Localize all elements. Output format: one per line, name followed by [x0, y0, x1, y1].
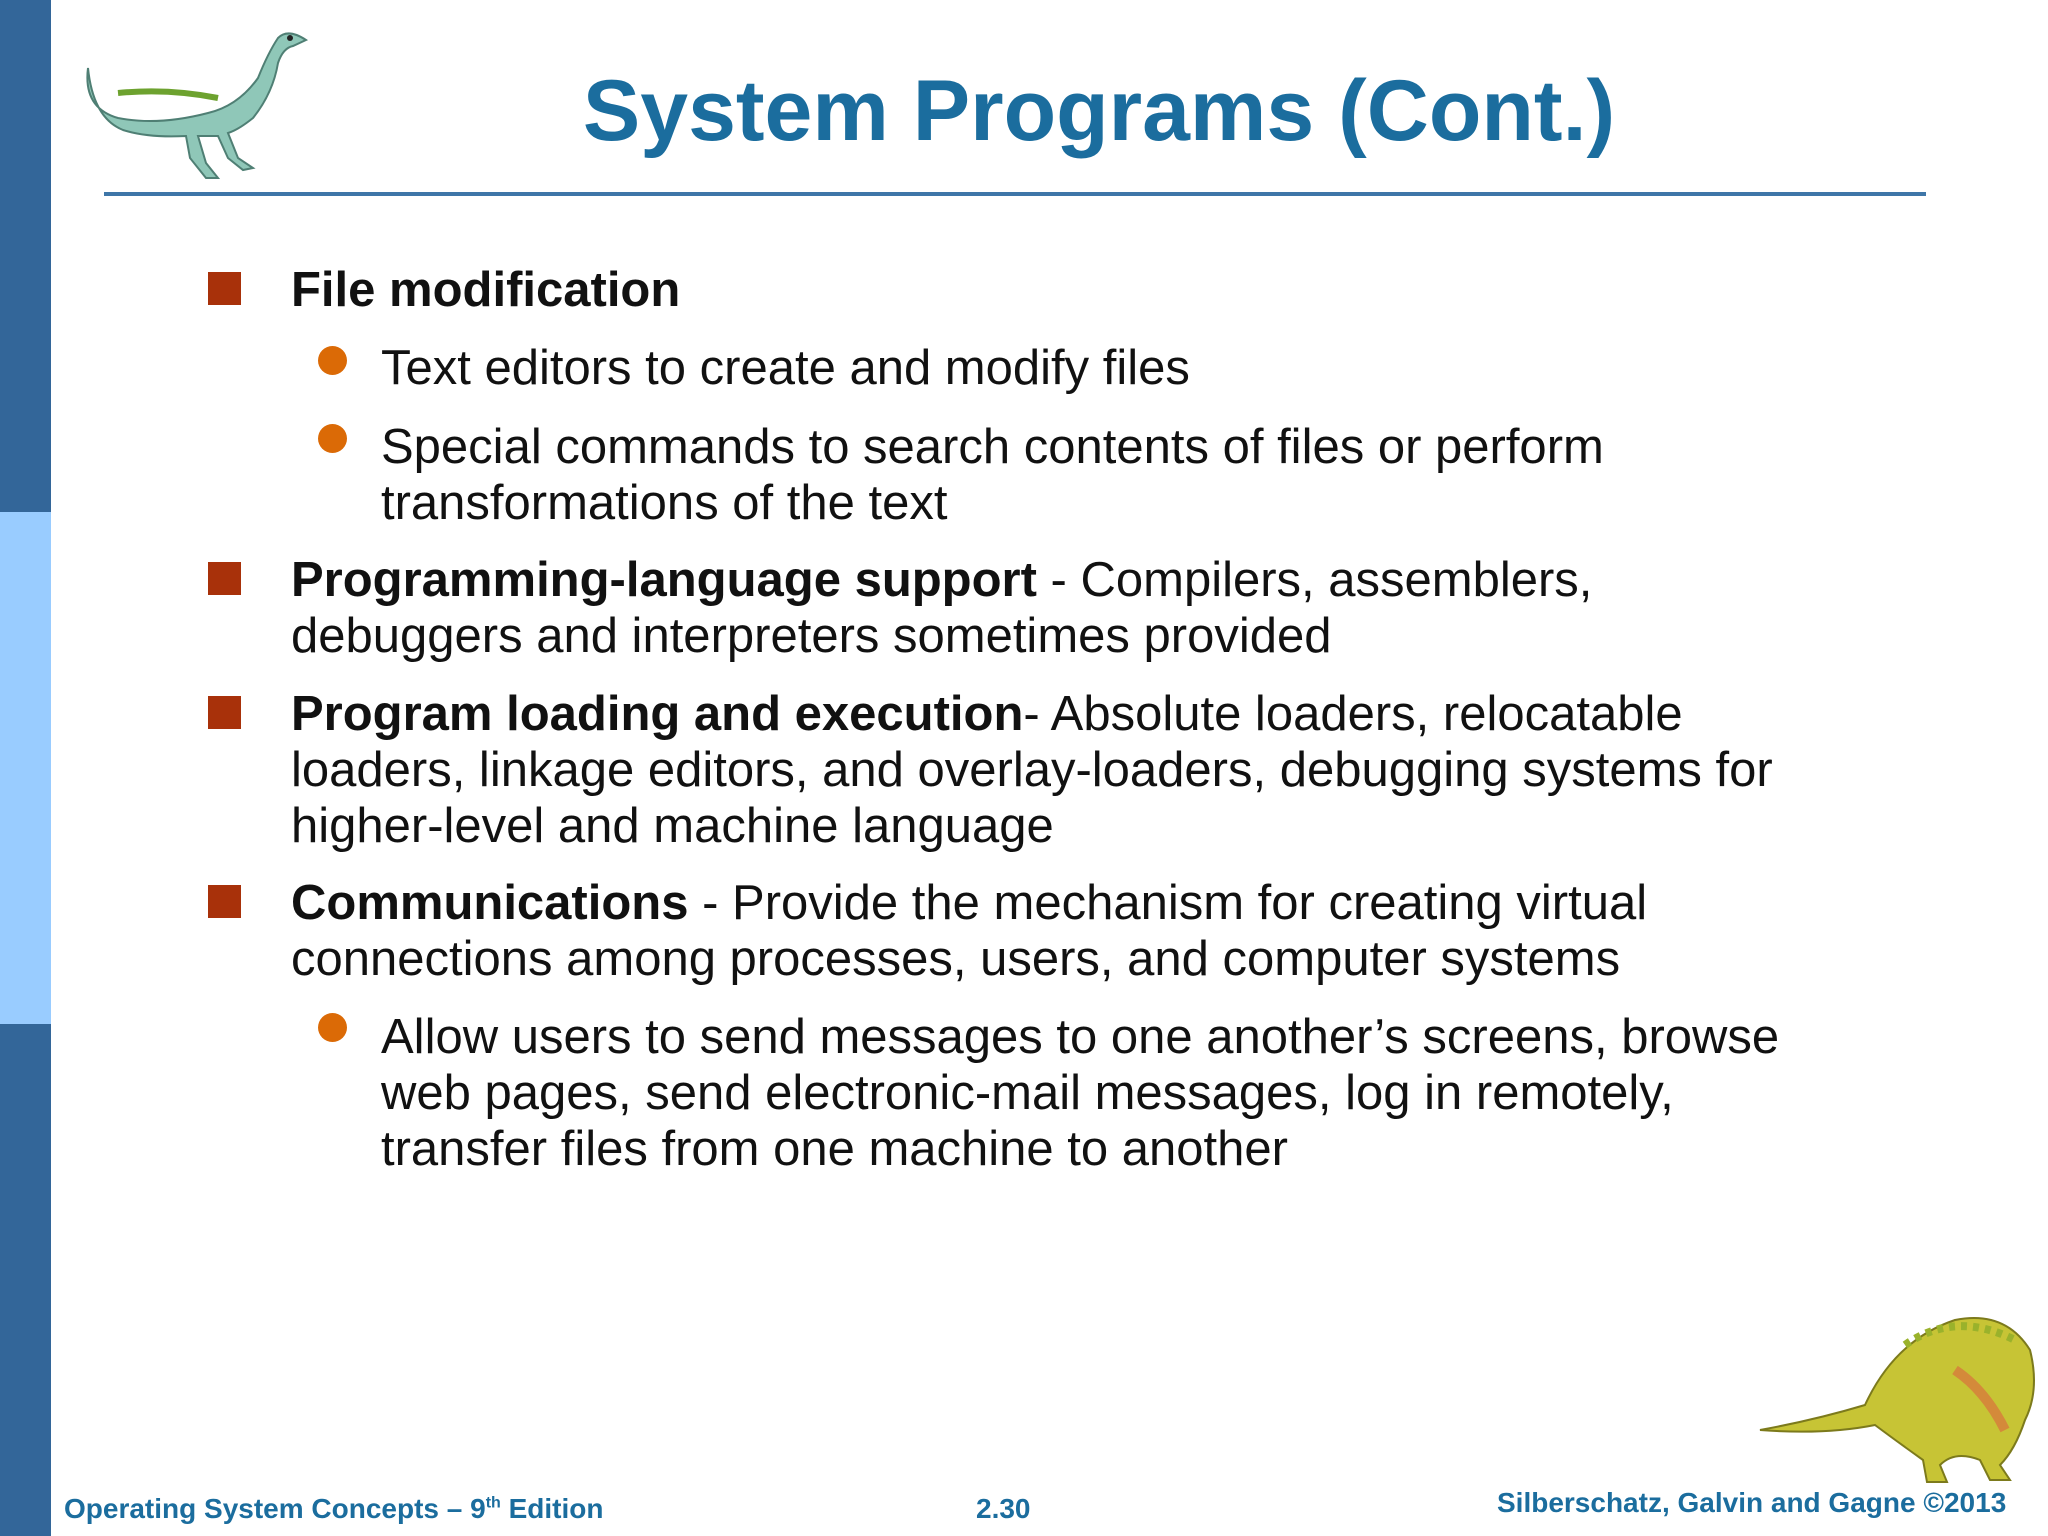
square-bullet-icon [208, 885, 241, 918]
bullet-bold-label: File modification [291, 263, 681, 317]
footer-book-title-sup: th [485, 1494, 501, 1512]
round-bullet-icon [318, 346, 347, 375]
footer-book-title [64, 1493, 603, 1525]
bullet-description: - Compilers, assemblers, debuggers and interpreters sometimes provided [291, 553, 1593, 663]
round-bullet-icon [318, 1013, 347, 1042]
footer-authors: Silberschatz, Galvin and Gagne ©2013 [1497, 1487, 2007, 1518]
bullet-bold-label: Communications [291, 876, 689, 930]
bullet-bold-label: Program loading and execution [291, 687, 1024, 741]
sidebar-segment-bottom [0, 1024, 51, 1536]
sub-bullet-allow-users: Allow users to send messages to one another’s screens, browse web pages, send electronic-mail messages, log in remotely, transfer files from one machine to another [381, 1010, 1780, 1176]
bullet-bold-label: Programming-language support [291, 553, 1037, 607]
sub-bullet-text-editors: Text editors to create and modify files [381, 341, 1190, 395]
bullet-description: - Absolute loaders, relocatable loaders, linkage editors, and overlay-loaders, debugging systems for higher-level and machine language [291, 687, 1773, 853]
sub-bullet-special-commands: Special commands to search contents of files or perform transformations of the text [381, 420, 1604, 530]
bullet-programming-language [291, 552, 1691, 664]
bullet-file-modification [291, 262, 680, 318]
square-bullet-icon [208, 562, 241, 595]
left-sidebar [0, 0, 51, 1536]
bullet-program-loading [291, 686, 1791, 854]
sidebar-segment-middle [0, 512, 51, 1024]
bullet-description: - Provide the mechanism for creating virtual connections among processes, users, and computer systems [291, 876, 1648, 986]
dinosaur-crouching-icon [1755, 1300, 2040, 1490]
square-bullet-icon [208, 272, 241, 305]
footer-page-number: 2.30 [976, 1493, 1031, 1524]
round-bullet-icon [318, 424, 347, 453]
footer-book-title-main: Operating System Concepts – 9 [64, 1493, 486, 1524]
title-divider [104, 192, 1926, 196]
page-title: System Programs (Cont.) [582, 63, 1616, 159]
bullet-communications [291, 875, 1771, 987]
square-bullet-icon [208, 696, 241, 729]
footer-book-title-end: Edition [500, 1493, 604, 1524]
